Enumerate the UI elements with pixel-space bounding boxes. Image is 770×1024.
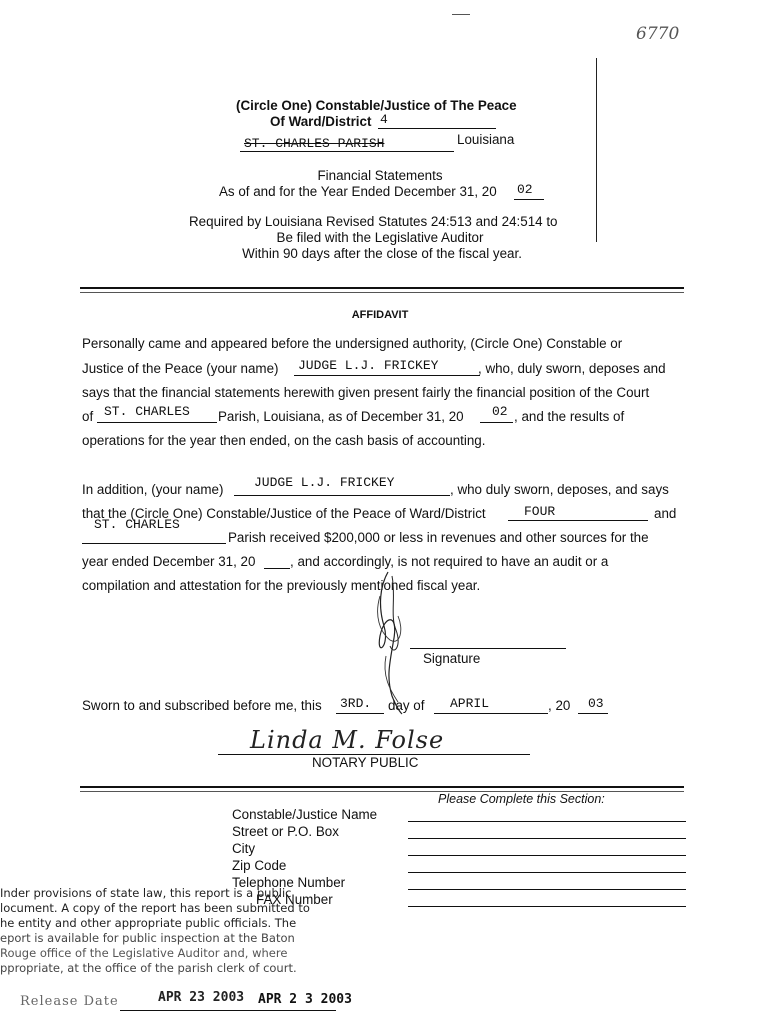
affidavit-p1-line2-b: , who, duly sworn, deposes and [478,361,666,376]
header-parish-line [240,136,454,152]
footer-notice-line: he entity and other appropriate public officials. The [0,916,297,930]
affidavit-p1-line5: operations for the year then ended, on the cash basis of accounting. [82,433,486,448]
affidavit-ward-line [508,505,648,521]
complete-section-header: Please Complete this Section: [438,792,605,806]
sworn-year-line [578,698,608,714]
affidavit-p2-name-line [234,480,450,496]
right-margin-line [596,58,597,242]
notary-line [218,740,530,755]
sworn-text-b: day of [388,698,425,713]
header-req3: Within 90 days after the close of the fiscal year. [242,246,522,261]
signature-label: Signature [423,651,481,666]
affidavit-p1-line3: says that the financial statements herewith given present fairly the financial position of the Court [82,385,650,400]
header-line1: (Circle One) Constable/Justice of The Peace [236,98,517,113]
header-req2: Be filed with the Legislative Auditor [276,230,484,245]
sworn-day: 3RD. [340,696,372,711]
header-parish-value: ST. CHARLES PARISH [244,136,385,151]
affidavit-parish-value: ST. CHARLES [104,404,190,419]
sworn-text-a: Sworn to and subscribed before me, this [82,698,322,713]
field-input-zip[interactable] [408,860,686,873]
affidavit-p2-line1-a: In addition, (your name) [82,482,224,497]
field-label-name: Constable/Justice Name [232,807,378,822]
header-req1: Required by Louisiana Revised Statutes 24:513 and 24:514 to [189,214,558,229]
release-date-label: Release Date [20,994,119,1009]
signature-line [410,634,566,649]
affidavit-p2-name-value: JUDGE L.J. FRICKEY [254,475,395,490]
affidavit-parish-line [97,407,217,423]
divider-bottom [80,786,684,788]
release-date-stamp: APR 23 2003 [158,990,245,1005]
header-line2: Of Ward/District [270,114,372,129]
field-label-telephone: Telephone Number [232,875,346,890]
footer-notice-line: Rouge office of the Legislative Auditor and, where [0,946,288,960]
field-input-city[interactable] [408,843,686,856]
header-ward-line [378,114,496,129]
affidavit-name-line [294,360,480,376]
header-title: Financial Statements [317,168,443,183]
affidavit-p1-line1: Personally came and appeared before the undersigned authority, (Circle One) Constable or [82,336,623,351]
field-label-fax: FAX Number [256,892,333,907]
field-label-street: Street or P.O. Box [232,824,339,839]
divider-top [80,287,684,289]
notary-signature: Linda M. Folse [250,726,445,754]
scan-mark: 6770 [636,24,680,44]
sworn-month: APRIL [450,696,490,711]
affidavit-title: AFFIDAVIT [351,309,409,321]
header-year-line: As of and for the Year Ended December 31, 20 [219,184,497,199]
field-input-fax[interactable] [408,894,686,907]
divider-top-thin [80,292,684,293]
header-ward-value: 4 [380,112,388,127]
footer-notice-line: eport is available for public inspection at the Baton [0,931,295,945]
footer-notice [0,886,310,976]
affidavit-p2-parish-line [82,528,226,544]
affidavit-p2-line5: compilation and attestation for the previously mentioned fiscal year. [82,578,481,593]
footer-notice-line: ppropriate, at the office of the parish clerk of court. [0,961,297,975]
affidavit-p2-line4-b: , and accordingly, is not required to have an audit or a [290,554,609,569]
sworn-year: 03 [588,696,604,711]
header-state: Louisiana [457,132,515,147]
header-year-underline [514,184,544,200]
field-input-name[interactable] [408,809,686,822]
field-label-zip: Zip Code [232,858,287,873]
affidavit-year-line [480,407,513,423]
release-date-stamp-2: APR 2 3 2003 [258,992,352,1007]
sworn-month-line [434,698,548,714]
notary-label: NOTARY PUBLIC [312,755,419,770]
affidavit-p2-line3: Parish received $200,000 or less in revenues and other sources for the [228,530,649,545]
field-label-city: City [232,841,256,856]
affidavit-p1-line4-c: , and the results of [514,409,625,424]
header-year-value: 02 [517,182,533,197]
footer-notice-line: Inder provisions of state law, this report is a public [0,886,292,900]
affidavit-p1-line4-a: of [82,409,94,424]
affidavit-p1-line4-b: Parish, Louisiana, as of December 31, 20 [218,409,464,424]
affidavit-name-value: JUDGE L.J. FRICKEY [298,358,439,373]
affidavit-p2-year-line [264,553,290,569]
affidavit-p1-line2-a: Justice of the Peace (your name) [82,361,279,376]
top-scan-dash [452,14,470,15]
affidavit-ward-value: FOUR [524,504,556,519]
affidavit-p2-line2-b: and [654,506,677,521]
sworn-text-c: , 20 [548,698,571,713]
footer-notice-line: locument. A copy of the report has been submitted to [0,901,310,915]
affidavit-p2-line2-a: that the (Circle One) Constable/Justice of the Peace of Ward/District [82,506,486,521]
field-input-street[interactable] [408,826,686,839]
release-date-line [120,998,336,1011]
affidavit-p2-line1-b: , who duly sworn, deposes, and says [450,482,669,497]
affidavit-year-value: 02 [492,404,508,419]
affidavit-p2-parish-value: ST. CHARLES [94,517,180,532]
affidavit-p2-line4-a: year ended December 31, 20 [82,554,256,569]
sworn-day-line [336,698,384,714]
field-input-telephone[interactable] [408,877,686,890]
